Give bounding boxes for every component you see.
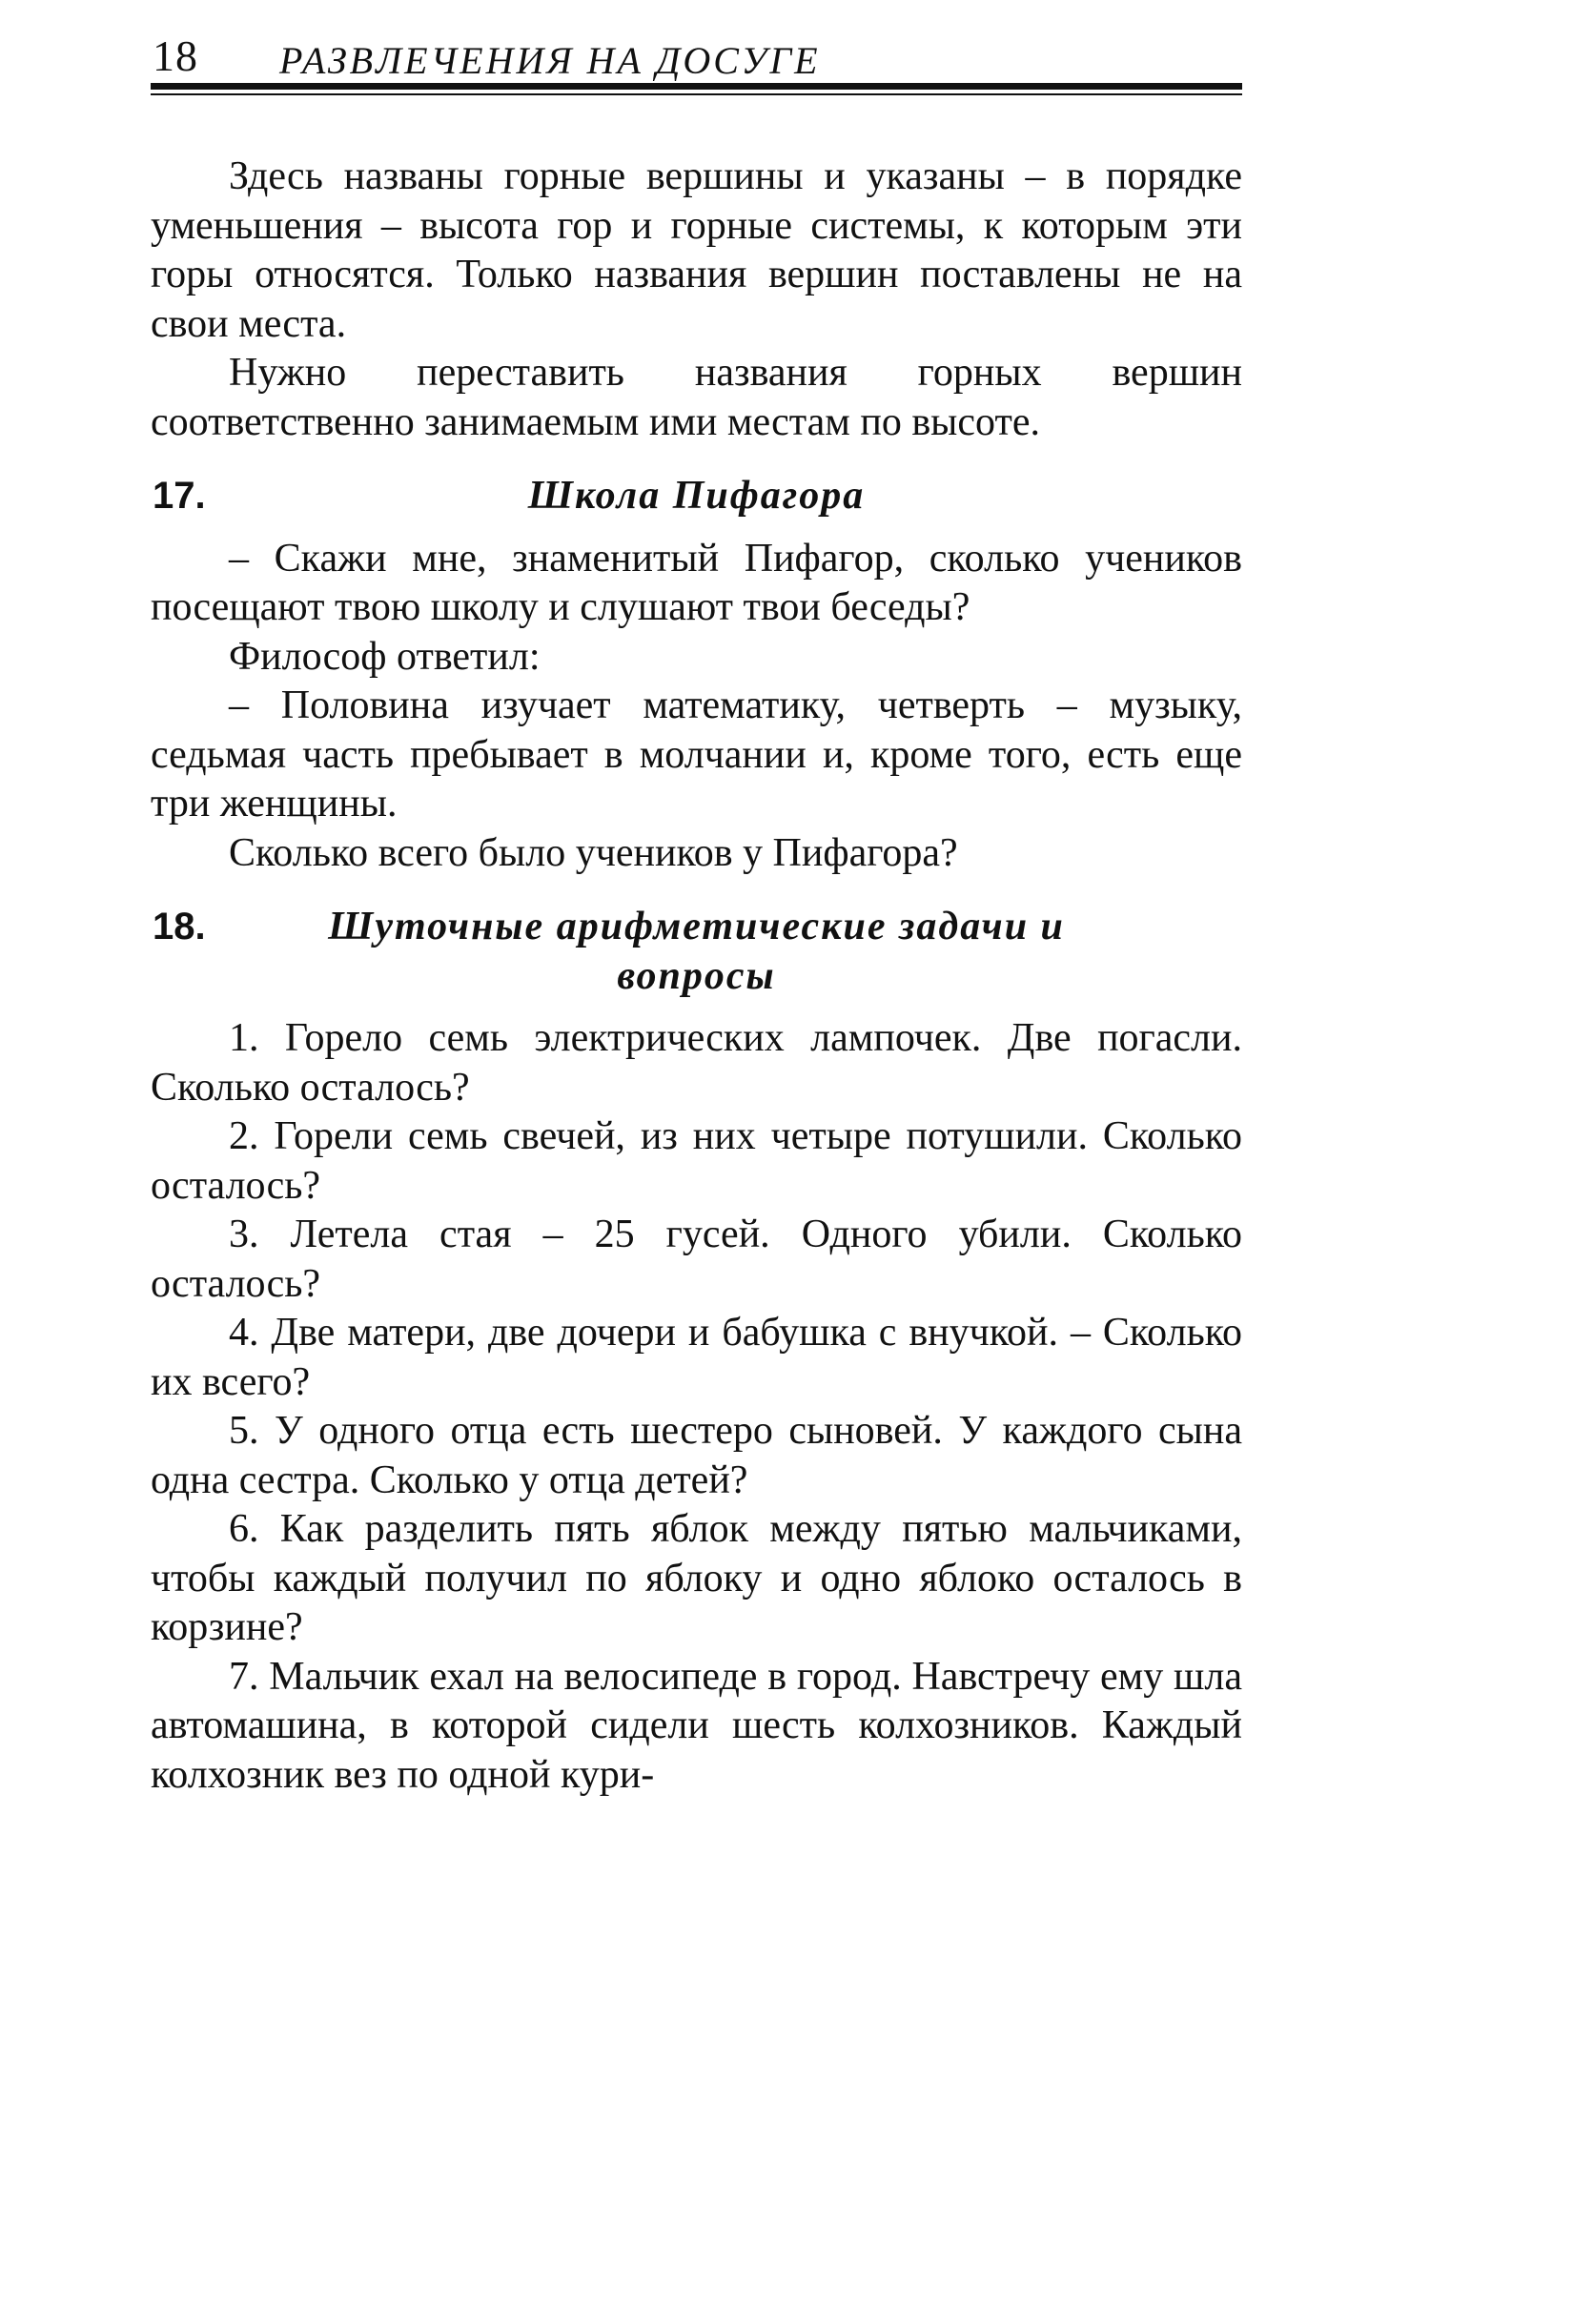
section-18-number: 18. — [153, 906, 206, 948]
puzzle-item: 1. Горело семь электрических лампочек. Две погасли. Сколько осталось? — [151, 1016, 1242, 1110]
page-body — [151, 153, 1242, 1800]
puzzle-item: 2. Горели семь свечей, из них четыре потушили. Сколько осталось? — [151, 1114, 1242, 1208]
section-17-heading — [151, 472, 1242, 521]
puzzle-item: 3. Летела стая – 25 гусей. Одного убили. Сколько осталось? — [151, 1213, 1242, 1306]
running-title: РАЗВЛЕЧЕНИЯ НА ДОСУГЕ — [279, 39, 821, 82]
section-17-paragraph: Философ ответил: — [229, 634, 541, 679]
section-17-title: Школа Пифагора — [527, 474, 866, 518]
puzzle-item: 6. Как разделить пять яблок между пятью мальчиками, чтобы каждый получил по яблоку и одно яблоко осталось в корзине? — [151, 1507, 1242, 1649]
section-17-number: 17. — [153, 475, 206, 517]
intro-paragraph: Здесь названы горные вершины и указаны – в порядке уменьшения – высота гор и горные системы, к которым эти горы относятся. Только названия вершин поставлены не на свои места. — [151, 154, 1242, 346]
header-rule-thick — [151, 83, 1242, 90]
section-17-paragraph: Сколько всего было учеников у Пифагора? — [229, 830, 958, 875]
running-header — [151, 27, 1242, 84]
section-17-paragraph: – Половина изучает математику, четверть – музыку, седьмая часть пребывает в молчании и, кроме того, есть еще три женщины. — [151, 683, 1242, 826]
header-rule-thin — [151, 93, 1242, 95]
section-18-title: Шуточные арифметические задачи и вопросы — [328, 905, 1065, 998]
puzzle-item: 5. У одного отца есть шестеро сыновей. У каждого сына одна сестра. Сколько у отца детей? — [151, 1409, 1242, 1502]
section-18-heading — [151, 903, 1242, 1001]
section-17-paragraph: – Скажи мне, знаменитый Пифагор, сколько учеников посещают твою школу и слушают твои беседы? — [151, 536, 1242, 629]
puzzle-item: 4. Две матери, две дочери и бабушка с внучкой. – Сколько их всего? — [151, 1311, 1242, 1404]
page-number: 18 — [153, 31, 198, 80]
intro-paragraph: Нужно переставить названия горных вершин соответственно занимаемым ими местам по высоте. — [151, 351, 1242, 444]
puzzle-item: 7. Мальчик ехал на велосипеде в город. Навстречу ему шла автомашина, в которой сидели шесть колхозников. Каждый колхозник вез по одной кури- — [151, 1654, 1242, 1797]
